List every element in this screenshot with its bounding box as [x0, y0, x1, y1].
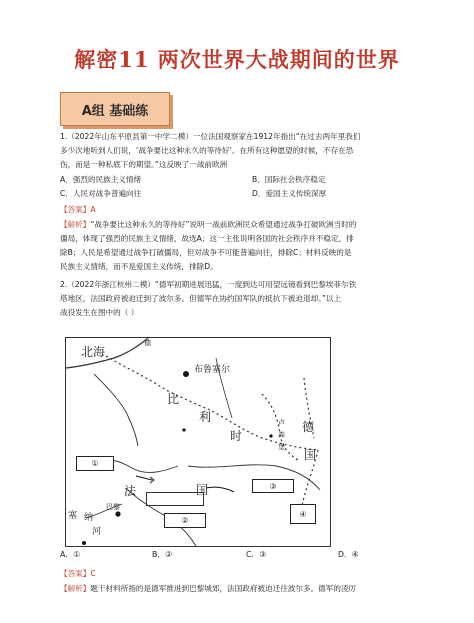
map-marker-3: ③ [252, 479, 294, 493]
q1-analysis-line-1: 【解析】“战争要比这种永久的等待好”说明一战前欧洲民众希望通过战争打破欧洲当时的 [60, 220, 357, 229]
q1-option-a: A．强烈的民族主义情绪 [60, 175, 142, 184]
q2-line-2: 塔地区，法国政府被迫迁到了波尔多。但德军在协约国军队的抵抗下被迫退却。”以上 [60, 294, 342, 303]
label-north-sea: 北海 [81, 345, 106, 359]
q2-line-1: 2.（2022年浙江杭州二模）“德军初期进展迅猛，一度到达可用望远镜看到巴黎埃菲尔铁 [60, 280, 357, 289]
label-germany-1: 德 [302, 420, 315, 434]
page-title: 解密11 两次世界大战期间的世界 [74, 47, 400, 72]
western-front-map [65, 337, 331, 547]
group-a-banner: A组 基础练 [60, 92, 170, 126]
label-france-2: 国 [196, 483, 209, 497]
map-marker-4: ④ [290, 504, 316, 524]
q2-option-b: B．② [152, 550, 173, 559]
label-belgium-1: 比 [167, 392, 180, 406]
q1-line-2: 多少次地听到人们说，‘战争要比这种永久的等待好’。在所有这种愿望的时候，不存在恐 [60, 146, 354, 155]
q2-option-d: D．④ [338, 550, 359, 559]
q1-option-d: D．爱国主义传统深厚 [252, 189, 327, 199]
q1-option-b: B．国际社会秩序稳定 [252, 175, 326, 184]
q2-option-a: A．① [60, 550, 81, 559]
analysis-tag: 【解析】 [60, 220, 91, 229]
q1-line-3: 伤，而是一种私底下的期望。”这反映了一战前欧洲 [60, 160, 228, 169]
label-brussels: 布鲁塞尔 [194, 365, 231, 375]
q2-analysis-line-1: 【解析】题干材料所指的是德军推进到巴黎城郊，法国政府被迫迁往波尔多。德军的凌厉 [60, 584, 357, 593]
label-france-1: 法 [124, 484, 137, 498]
map-marker-2: ② [164, 513, 206, 528]
map-marker-1: ① [76, 456, 114, 471]
label-top-partial: 德 [144, 339, 151, 347]
label-belgium-2: 利 [199, 410, 212, 424]
label-seine-1: 塞 [68, 511, 78, 521]
q2-line-3: 战役发生在图中的（ ） [60, 308, 139, 317]
label-lux-1: 卢 [278, 419, 285, 427]
q1-answer: 【答案】A [60, 205, 96, 214]
q1-options [60, 173, 327, 202]
label-seine-2: 纳 [84, 513, 94, 523]
q1-analysis-line-3: 除B；人民是希望通过战争打破僵局，但对战争不可能普遍向往，排除C；材料反映的是 [60, 248, 352, 257]
label-lux-3: 堡 [278, 443, 285, 451]
label-belgium-3: 时 [230, 429, 243, 443]
analysis-tag: 【解析】 [60, 584, 91, 593]
q1-analysis-line-4: 民族主义情绪，而不是爱国主义传统，排除D。 [60, 262, 218, 271]
map-marker-box [146, 492, 204, 506]
label-paris: 巴黎 [106, 503, 120, 511]
q2-answer: 【答案】C [60, 569, 96, 578]
label-lux-2: 森 [278, 431, 285, 439]
q2-option-c: C．③ [246, 550, 267, 559]
label-seine-3: 河 [92, 527, 102, 537]
q1-line-1: 1.（2022年山东平原县第一中学二模）一位法国观察家在1912年指出“在过去两年里我们 [60, 132, 361, 141]
q1-option-c: C．人民对战争普遍向往 [60, 189, 142, 199]
q1-analysis-line-2: 僵局，体现了强烈的民族主义情绪，故选A；这一主张说明各国的社会秩序并不稳定，排 [60, 234, 354, 243]
label-germany-2: 国 [304, 448, 317, 462]
